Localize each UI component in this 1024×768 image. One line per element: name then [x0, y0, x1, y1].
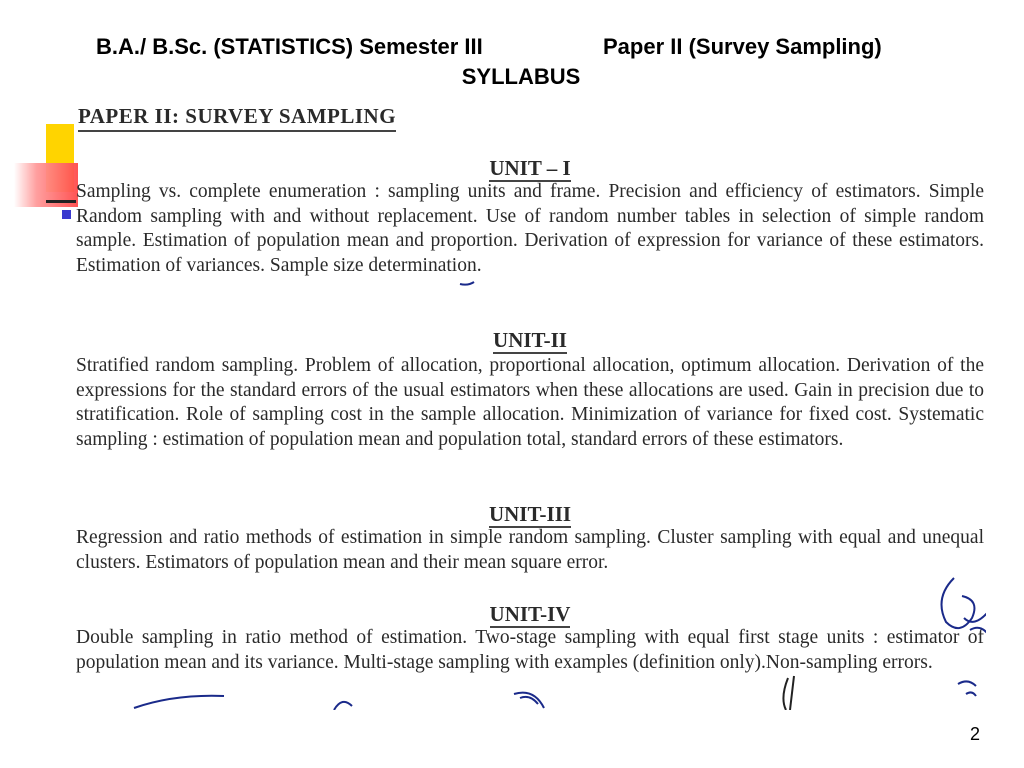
- unit-1-heading-text: UNIT – I: [489, 156, 571, 180]
- decorative-blue-square: [62, 210, 71, 219]
- syllabus-label: SYLLABUS: [461, 64, 581, 89]
- unit-3-heading-text: UNIT-III: [488, 502, 572, 526]
- page-number: 2: [970, 724, 981, 744]
- handwritten-signatures: [74, 98, 986, 710]
- unit-3-text: Regression and ratio methods of estimation in simple random sampling. Cluster sampling with equal and unequal clusters. Estimators of population mean and their mean square error.: [76, 527, 984, 573]
- unit-4-text: Double sampling in ratio method of estimation. Two-stage sampling with equal first stage units : estimator of population mean and its variance. Multi-stage sampling with examples (definition only).Non-sampling errors.: [76, 627, 984, 673]
- unit-2-text: Stratified random sampling. Problem of allocation, proportional allocation, optimum allocation. Derivation of the expressions for the standard errors of the usual estimators when these allocations are used. Gain in precision due to stratification. Role of sampling cost in the sample allocation. Minimization of variance for fixed cost. Systematic sampling : estimation of population mean and population total, standard errors of these estimators.: [76, 355, 984, 450]
- scanned-syllabus: [74, 98, 986, 710]
- unit-1-text: Sampling vs. complete enumeration : sampling units and frame. Precision and efficiency of estimators. Simple Random sampling with and without replacement. Use of random number tables in selection of simple random sample. Estimation of population mean and proportion. Derivation of expression for variance of these estimators. Estimation of variances. Sample size determination.: [76, 181, 984, 276]
- decorative-line: [46, 200, 76, 203]
- slide-subheader: [0, 64, 1024, 90]
- unit-4-heading-text: UNIT-IV: [489, 602, 571, 626]
- unit-2-heading-text: UNIT-II: [493, 328, 567, 352]
- course-title: B.A./ B.Sc. (STATISTICS) Semester III: [96, 34, 483, 59]
- paper-title: Paper II (Survey Sampling): [603, 34, 882, 59]
- syllabus-heading: PAPER II: SURVEY SAMPLING: [78, 104, 396, 132]
